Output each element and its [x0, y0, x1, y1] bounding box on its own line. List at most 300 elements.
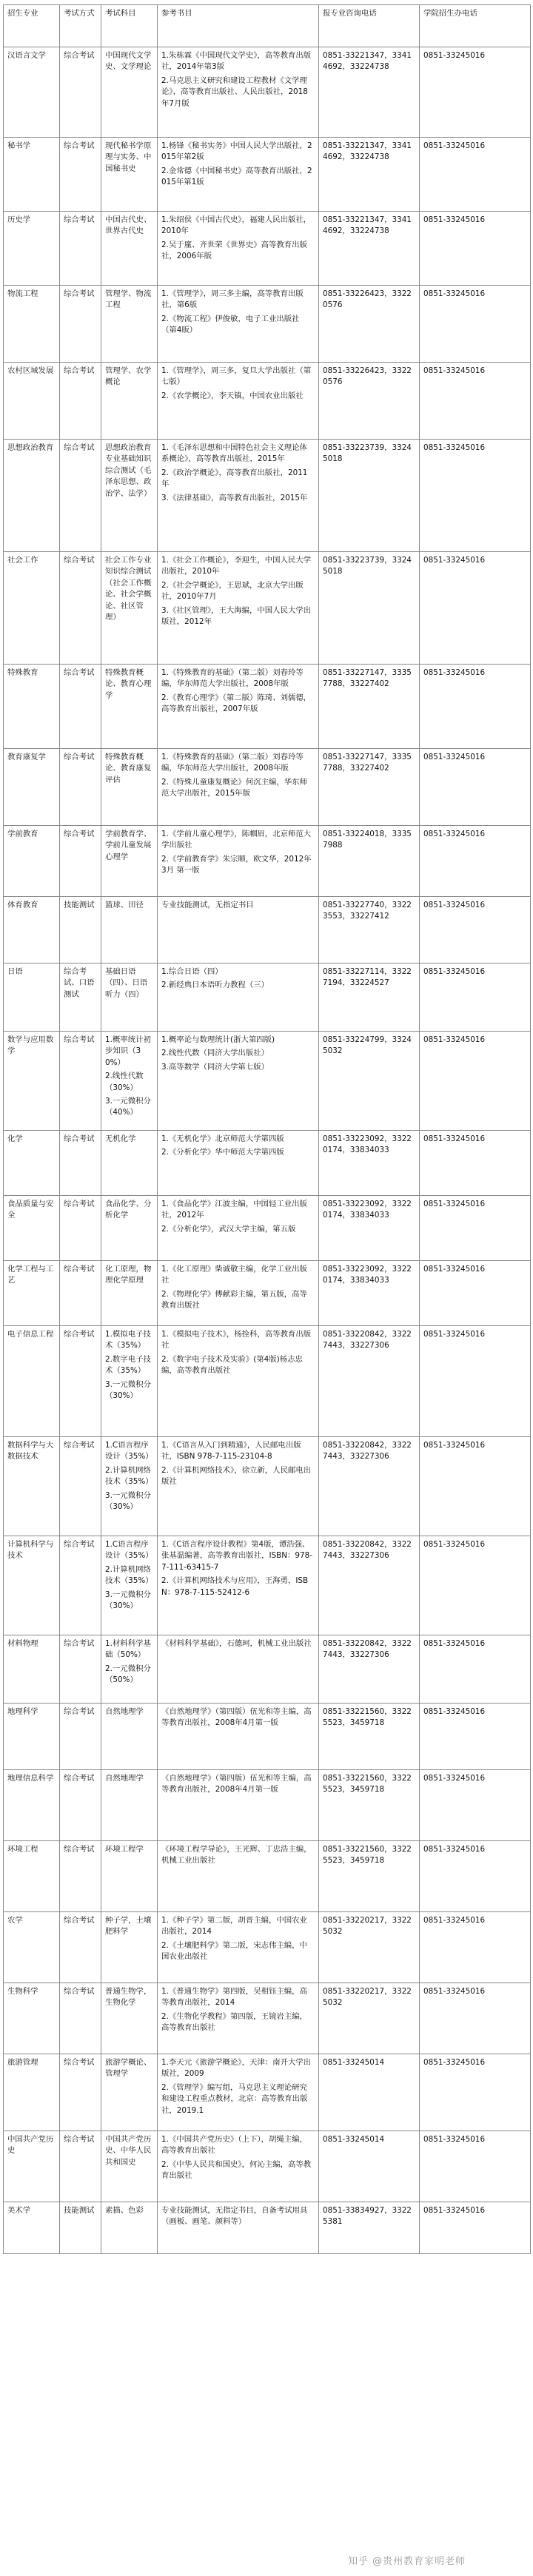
office-cell	[420, 1437, 531, 1536]
table-row	[4, 286, 531, 363]
office-cell-line: 0851-33245016	[423, 141, 486, 150]
phone-cell-line: 0851-33220842，33227443，33227306	[323, 1540, 412, 1561]
table-row	[4, 1536, 531, 1635]
office-cell	[420, 1912, 531, 1983]
table-row	[4, 1437, 531, 1536]
books-cell	[158, 138, 319, 212]
office-cell-line: 0851-33245016	[423, 1200, 486, 1208]
subject-cell	[101, 897, 158, 964]
office-cell	[420, 286, 531, 363]
major-cell: 农学	[4, 1912, 60, 1983]
table-row	[4, 897, 531, 964]
phone-cell-line: 0851-33227114，33227194，33224527	[323, 967, 412, 988]
books-cell	[158, 749, 319, 826]
office-cell-line: 0851-33245016	[423, 1639, 486, 1648]
phone-cell-line: 0851-33224799，33245032	[323, 1035, 412, 1056]
major-cell: 体育教育	[4, 897, 60, 964]
subject-cell-line: 3.一元微积分（30%）	[105, 1379, 151, 1400]
subject-cell-line: 2.计算机网络技术（35%）	[105, 1465, 153, 1487]
subject-cell-line: 现代秘书学原理与实务、中国秘书史	[105, 141, 152, 173]
subject-cell-line: 2.数字电子技术（35%）	[105, 1354, 151, 1376]
major-cell: 美术学	[4, 2202, 60, 2254]
header-exam-method: 考试方式	[60, 5, 101, 47]
subject-cell	[101, 1536, 158, 1635]
office-cell-line: 0851-33245016	[423, 366, 486, 375]
phone-cell-line: 0851-33223092，33220174，33834033	[323, 1200, 412, 1220]
books-cell-line: 2.《分析化学》华中师范大学第四版	[161, 1148, 284, 1157]
exam-method-cell: 综合考试	[60, 1261, 101, 1326]
phone-cell	[319, 2202, 420, 2254]
watermark-text: 知乎 @贵州教育家明老师	[348, 2556, 466, 2567]
phone-cell-line: 0851-33245014	[323, 2135, 385, 2144]
books-cell	[158, 47, 319, 138]
major-cell: 数学与应用数学	[4, 1032, 60, 1131]
office-cell	[420, 749, 531, 826]
major-cell: 环境工程	[4, 1841, 60, 1912]
books-cell-line: 2.《计算机网络技术》，徐立新，人民邮电出版社	[161, 1465, 312, 1487]
table-row	[4, 964, 531, 1032]
subject-cell	[101, 363, 158, 440]
subject-cell-line: 管理学、物流工程	[105, 289, 152, 310]
phone-cell-line: 0851-33220842，33227443，33227306	[323, 1330, 412, 1351]
subject-cell-line: 3.一元微积分（30%）	[105, 1590, 151, 1610]
subject-cell-line: 普通生物学，生物化学	[105, 1987, 152, 2008]
books-cell-line: 1.《管理学》，周三多，复旦大学出版社（第七版）	[161, 366, 312, 387]
books-cell-line: 专业技能测试，无指定书目	[161, 901, 254, 909]
books-cell-line: 2.《物流工程》伊俊敏，电子工业出版社（第4版）	[161, 314, 300, 335]
exam-method-cell: 综合考试	[60, 1635, 101, 1704]
office-cell-line: 0851-33245016	[423, 967, 486, 976]
major-cell: 材料物理	[4, 1635, 60, 1704]
books-cell-line: 2.《计算机网络技术与应用》，王海勇，ISBN：978-7-115-52412-6	[161, 1576, 309, 1597]
phone-cell-line: 0851-33224018，33357988	[323, 830, 412, 850]
office-cell-line: 0851-33245016	[423, 2206, 486, 2215]
office-cell	[420, 1131, 531, 1196]
table-row	[4, 138, 531, 212]
exam-method-cell: 综合考试	[60, 1841, 101, 1912]
books-cell-line: 1.朱绍侯《中国古代史》，福建人民出版社，2010年	[161, 215, 312, 236]
books-cell-line: 2.《农学概论》，李天镇，中国农业出版社	[161, 391, 304, 400]
subject-cell	[101, 1635, 158, 1704]
books-cell-line: 1.朱栋霖《中国现代文学史》，高等教育出版社，2014年第3版	[161, 51, 312, 72]
books-cell	[158, 2202, 319, 2254]
office-cell-line: 0851-33245016	[423, 289, 486, 298]
office-cell-line: 0851-33245016	[423, 1774, 486, 1783]
major-cell: 秘书学	[4, 138, 60, 212]
major-cell: 地理信息科学	[4, 1770, 60, 1841]
table-row	[4, 1983, 531, 2054]
phone-cell	[319, 1326, 420, 1437]
subject-cell-line: 3.一元微积分（30%）	[105, 1490, 151, 1511]
table-row	[4, 1704, 531, 1770]
books-cell-line: 1.《种子学》第二版，胡晋主编，中国农业出版社，2014	[161, 1916, 307, 1937]
office-cell	[420, 2202, 531, 2254]
phone-cell	[319, 552, 420, 665]
books-cell-line: 《自然地理学》（第四版）伍光和等主编，高等教育出版社，2008年4月第一版	[161, 1774, 312, 1795]
subject-cell	[101, 138, 158, 212]
books-cell-line: 2.《中华人民共和国史》，何沁主编，高等教育出版社	[161, 2159, 312, 2181]
subject-cell	[101, 1770, 158, 1841]
phone-cell	[319, 47, 420, 138]
subject-cell	[101, 1983, 158, 2054]
subject-cell-line: 篮球、田径	[105, 901, 144, 909]
books-cell-line: 2.《社会学概论》，王思斌，北京大学出版社，2010年7月	[161, 580, 304, 602]
table-row	[4, 440, 531, 552]
subject-cell-line: 社会工作专业知识综合测试（社会工作概论、社会学概论、社区管理）	[105, 556, 152, 622]
subject-cell-line: 食品化学、分析化学	[105, 1200, 152, 1220]
exam-method-cell: 综合考试	[60, 749, 101, 826]
subject-cell	[101, 964, 158, 1032]
phone-cell-line: 0851-33223739，33245018	[323, 443, 412, 464]
office-cell	[420, 47, 531, 138]
phone-cell	[319, 1032, 420, 1131]
table-header	[4, 5, 531, 47]
subject-cell	[101, 552, 158, 665]
books-cell	[158, 2054, 319, 2131]
major-cell: 生物科学	[4, 1983, 60, 2054]
office-cell-line: 0851-33245016	[423, 1441, 486, 1450]
major-cell: 地理科学	[4, 1704, 60, 1770]
books-cell-line: 2.《政治学概论》，高等教育出版社，2011年	[161, 468, 308, 489]
books-cell	[158, 1131, 319, 1196]
phone-cell	[319, 665, 420, 749]
books-cell	[158, 552, 319, 665]
books-cell-line: 2.《分析化学》，武汉大学主编，第五版	[161, 1224, 296, 1234]
office-cell-line: 0851-33245016	[423, 1707, 486, 1716]
major-cell: 汉语言文学	[4, 47, 60, 138]
subject-cell	[101, 1261, 158, 1326]
subject-cell	[101, 286, 158, 363]
office-cell-line: 0851-33245016	[423, 1916, 486, 1925]
phone-cell	[319, 1770, 420, 1841]
subject-cell-line: 2.线性代数（30%）	[105, 1072, 144, 1092]
books-cell	[158, 964, 319, 1032]
books-cell-line: 2.线性代数（同济大学出版社）	[161, 1049, 269, 1058]
table-row	[4, 1635, 531, 1704]
books-cell-line: 2.《生物化学教程》第四版，王镜岩主编，高等教育出版社	[161, 2011, 307, 2033]
phone-cell	[319, 826, 420, 897]
admission-table	[3, 4, 531, 2254]
phone-cell-line: 0851-33221560，33225523，3459718	[323, 1845, 412, 1866]
subject-cell-line: 中国共产党历史、中华人民共和国史	[105, 2135, 152, 2167]
header-major-phone: 报专业咨询电话	[319, 5, 420, 47]
major-cell: 数据科学与大数据技术	[4, 1437, 60, 1536]
books-cell-line: 1.《食品化学》江波主编，中国轻工业出版社，2012年	[161, 1200, 307, 1220]
major-cell: 旅游管理	[4, 2054, 60, 2131]
books-cell-line: 1.概率论与数理统计(浙大第四版)	[161, 1035, 275, 1044]
subject-cell-line: 素描、色彩	[105, 2206, 144, 2215]
phone-cell-line: 0851-33220842，33227443，33227306	[323, 1441, 412, 1462]
table-row	[4, 749, 531, 826]
subject-cell	[101, 212, 158, 286]
subject-cell	[101, 665, 158, 749]
exam-method-cell: 综合考试	[60, 47, 101, 138]
books-cell	[158, 1326, 319, 1437]
books-cell	[158, 1196, 319, 1261]
subject-cell-line: 中国古代史、世界古代史	[105, 215, 152, 236]
subject-cell-line: 旅游学概论、管理学	[105, 2058, 152, 2079]
table-row	[4, 826, 531, 897]
exam-method-cell: 综合考试、口语测试	[60, 964, 101, 1032]
subject-cell-line: 种子学，土壤肥料学	[105, 1916, 152, 1937]
books-cell	[158, 363, 319, 440]
office-cell	[420, 552, 531, 665]
phone-cell-line: 0851-33220842，33227443，33227306	[323, 1639, 412, 1660]
header-exam-subjects: 考试科目	[101, 5, 158, 47]
phone-cell-line: 0851-33227147，33357788，33227402	[323, 753, 412, 773]
books-cell-line: 1.杨锋《秘书实务》中国人民大学出版社，2015年第2版	[161, 141, 312, 162]
office-cell	[420, 1032, 531, 1131]
subject-cell	[101, 826, 158, 897]
table-row	[4, 1131, 531, 1196]
office-cell	[420, 897, 531, 964]
phone-cell	[319, 964, 420, 1032]
office-cell	[420, 826, 531, 897]
books-cell-line: 1.李天元《旅游学概论》，天津：南开大学出版社，2009	[161, 2058, 312, 2079]
office-cell	[420, 964, 531, 1032]
office-cell-line: 0851-33245016	[423, 1987, 486, 1996]
phone-cell-line: 0851-33834927，33225381	[323, 2206, 412, 2227]
phone-cell	[319, 1635, 420, 1704]
subject-cell-line: 自然地理学	[105, 1707, 144, 1716]
exam-method-cell: 综合考试	[60, 1032, 101, 1131]
subject-cell-line: 3.一元微积分（40%）	[105, 1096, 151, 1117]
books-cell	[158, 440, 319, 552]
major-cell: 化学	[4, 1131, 60, 1196]
major-cell: 社会工作	[4, 552, 60, 665]
books-cell	[158, 1032, 319, 1131]
phone-cell	[319, 286, 420, 363]
exam-method-cell: 综合考试	[60, 1131, 101, 1196]
table-row	[4, 2202, 531, 2254]
books-cell	[158, 1983, 319, 2054]
phone-cell-line: 0851-33221560，33225523，3459718	[323, 1774, 412, 1795]
books-cell-line: 专业技能测试，无指定书目，自备考试用具（画板、画笔、颜料等）	[161, 2206, 308, 2227]
books-cell	[158, 1635, 319, 1704]
phone-cell-line: 0851-33221347，33414692，33224738	[323, 51, 412, 72]
major-cell: 化学工程与工艺	[4, 1261, 60, 1326]
books-cell-line: 2.新经典日本语听力教程（三）	[161, 981, 269, 990]
phone-cell	[319, 2131, 420, 2202]
major-cell: 食品质量与安全	[4, 1196, 60, 1261]
books-cell-line: 2.金常德《中国秘书史》高等教育出版社，2015年第1版	[161, 166, 312, 187]
subject-cell	[101, 2131, 158, 2202]
books-cell-line: 《自然地理学》（第四版）伍光和等主编，高等教育出版社，2008年4月第一版	[161, 1707, 312, 1728]
books-cell-line: 3.《社区管理》，王大海编，中国人民大学出版社，2012年	[161, 605, 312, 626]
office-cell-line: 0851-33245016	[423, 1540, 486, 1549]
office-cell	[420, 1770, 531, 1841]
phone-cell	[319, 749, 420, 826]
office-cell-line: 0851-33245016	[423, 1330, 486, 1339]
subject-cell-line: 2.计算机网络技术（35%）	[105, 1564, 153, 1586]
office-cell-line: 0851-33245016	[423, 1035, 486, 1044]
major-cell: 日语	[4, 964, 60, 1032]
table-row	[4, 1196, 531, 1261]
subject-cell	[101, 749, 158, 826]
header-reference-books: 参考书目	[158, 5, 319, 47]
subject-cell-line: 管理学、农学概论	[105, 366, 152, 387]
subject-cell	[101, 2054, 158, 2131]
exam-method-cell: 综合考试	[60, 212, 101, 286]
office-cell	[420, 363, 531, 440]
major-cell: 思想政治教育	[4, 440, 60, 552]
subject-cell-line: 学前教育学、学前儿童发展心理学	[105, 830, 152, 861]
table-row	[4, 1261, 531, 1326]
office-cell	[420, 1841, 531, 1912]
subject-cell-line: 2.一元微积分（50%）	[105, 1664, 151, 1685]
subject-cell-line: 基础日语（四）、日语听力（四）	[105, 967, 148, 999]
office-cell-line: 0851-33245016	[423, 1845, 486, 1854]
subject-cell-line: 1.概率统计初步知识（30%）	[105, 1035, 151, 1067]
phone-cell	[319, 1196, 420, 1261]
phone-cell	[319, 897, 420, 964]
exam-method-cell: 综合考试	[60, 1704, 101, 1770]
books-cell-line: 1.《中国共产党历史》（上下），胡绳主编，高等教育出版社	[161, 2135, 307, 2156]
subject-cell-line: 思想政治教育专业基础知识综合测试（毛泽东思想、政治学、法学）	[105, 443, 152, 498]
phone-cell-line: 0851-33221560，33225523，3459718	[323, 1707, 412, 1728]
subject-cell-line: 1.模拟电子技术（35%）	[105, 1330, 151, 1351]
office-cell	[420, 1704, 531, 1770]
books-cell	[158, 826, 319, 897]
subject-cell	[101, 1704, 158, 1770]
books-cell	[158, 1437, 319, 1536]
office-cell-line: 0851-33245016	[423, 901, 486, 909]
office-cell-line: 0851-33245016	[423, 1265, 486, 1274]
table-row	[4, 212, 531, 286]
phone-cell	[319, 1912, 420, 1983]
exam-method-cell: 综合考试	[60, 1536, 101, 1635]
office-cell-line: 0851-33245016	[423, 2058, 486, 2067]
phone-cell-line: 0851-33245014	[323, 2058, 385, 2067]
phone-cell-line: 0851-33223092，33220174，33834033	[323, 1265, 412, 1285]
subject-cell	[101, 1841, 158, 1912]
books-cell-line: 1.《特殊教育的基础》（第二版）刘春玲等编，华东师范大学出版社，2008年版	[161, 753, 304, 773]
subject-cell-line: 中国现代文学史、文学理论	[105, 51, 152, 72]
books-cell-line: 1.《无机化学》北京师范大学第四版	[161, 1134, 284, 1143]
books-cell-line: 1.《毛泽东思想和中国特色社会主义理论体系概论》，高等教育出版社，2015年	[161, 443, 307, 464]
exam-method-cell: 综合考试	[60, 665, 101, 749]
subject-cell	[101, 1196, 158, 1261]
phone-cell	[319, 363, 420, 440]
books-cell	[158, 1536, 319, 1635]
exam-method-cell: 综合考试	[60, 2131, 101, 2202]
books-cell-line: 1.《C语言程序设计教程》第4版，谭浩强、张基温编著，高等教育出版社，ISBN：978-7-111-63415-7	[161, 1540, 313, 1572]
major-cell: 历史学	[4, 212, 60, 286]
table-row	[4, 1841, 531, 1912]
subject-cell	[101, 2202, 158, 2254]
exam-method-cell: 综合考试	[60, 826, 101, 897]
exam-method-cell: 综合考试	[60, 1196, 101, 1261]
table-row	[4, 47, 531, 138]
books-cell-line: 2.《教育心理学》（第二版）陈琦、刘儒德，高等教育出版社，2007年版	[161, 693, 312, 714]
office-cell-line: 0851-33245016	[423, 2135, 486, 2144]
books-cell-line: 1.《特殊教育的基础》（第二版）刘春玲等编，华东师范大学出版社，2008年版	[161, 668, 304, 689]
subject-cell	[101, 1032, 158, 1131]
books-cell-line: 1.《管理学》，周三多主编，高等教育出版社，第6版	[161, 289, 304, 310]
office-cell	[420, 2131, 531, 2202]
books-cell-line: 1.《化工原理》柴诚敬主编，化学工业出版社	[161, 1265, 307, 1285]
exam-method-cell: 综合考试	[60, 552, 101, 665]
header-office-phone: 学院招生办电话	[420, 5, 531, 47]
subject-cell-line: 1.材料科学基础（50%）	[105, 1639, 151, 1660]
subject-cell	[101, 440, 158, 552]
subject-cell	[101, 1131, 158, 1196]
books-cell-line: 1.《普通生物学》第四版，吴相钰主编，高等教育出版社，2014	[161, 1987, 307, 2008]
subject-cell-line: 无机化学	[105, 1134, 136, 1143]
phone-cell-line: 0851-33220217，33225032	[323, 1987, 412, 2008]
office-cell	[420, 1983, 531, 2054]
exam-method-cell: 技能测试	[60, 897, 101, 964]
books-cell	[158, 2131, 319, 2202]
phone-cell	[319, 1841, 420, 1912]
office-cell	[420, 1196, 531, 1261]
table-row	[4, 363, 531, 440]
office-cell	[420, 212, 531, 286]
major-cell: 特殊教育	[4, 665, 60, 749]
exam-method-cell: 技能测试	[60, 2202, 101, 2254]
subject-cell-line: 1.C语言程序设计（35%）	[105, 1540, 153, 1561]
subject-cell	[101, 1326, 158, 1437]
subject-cell	[101, 1437, 158, 1536]
subject-cell	[101, 47, 158, 138]
office-cell	[420, 138, 531, 212]
office-cell	[420, 1326, 531, 1437]
major-cell: 物流工程	[4, 286, 60, 363]
books-cell-line: 1.综合日语（四）	[161, 967, 223, 976]
phone-cell	[319, 212, 420, 286]
exam-method-cell: 综合考试	[60, 1912, 101, 1983]
phone-cell-line: 0851-33221347，33414692，33224738	[323, 215, 412, 236]
office-cell	[420, 2054, 531, 2131]
table-row	[4, 1912, 531, 1983]
major-cell: 学前教育	[4, 826, 60, 897]
office-cell	[420, 1536, 531, 1635]
document-page	[3, 4, 530, 2254]
books-cell	[158, 1261, 319, 1326]
subject-cell-line: 环境工程学	[105, 1845, 144, 1854]
office-cell-line: 0851-33245016	[423, 1134, 486, 1143]
books-cell-line: 2.《特殊儿童康复概论》何沉主编，华东师范大学出版社，2015年版	[161, 777, 307, 798]
phone-cell-line: 0851-33227740，33223553，33227412	[323, 901, 412, 921]
books-cell-line: 2.《管理学》编写组，马克思主义理论研究和建设工程重点教材，北京：高等教育出版社，2019.1	[161, 2082, 308, 2115]
table-row	[4, 1326, 531, 1437]
phone-cell-line: 0851-33223092，33220174，33834033	[323, 1134, 412, 1155]
office-cell	[420, 665, 531, 749]
table-body	[4, 47, 531, 2254]
books-cell	[158, 1770, 319, 1841]
phone-cell-line: 0851-33227147，33357788，33227402	[323, 668, 412, 689]
table-row	[4, 1770, 531, 1841]
books-cell	[158, 897, 319, 964]
books-cell-line: 《材料科学基础》，石德珂，机械工业出版社	[161, 1639, 312, 1648]
phone-cell	[319, 440, 420, 552]
books-cell-line: 2.吴于廑、齐世荣《世界史》高等教育出版社，2006年版	[161, 240, 307, 261]
exam-method-cell: 综合考试	[60, 440, 101, 552]
major-cell: 教育康复学	[4, 749, 60, 826]
exam-method-cell: 综合考试	[60, 138, 101, 212]
subject-cell-line: 1.C语言程序设计（35%）	[105, 1441, 153, 1462]
exam-method-cell: 综合考试	[60, 1770, 101, 1841]
phone-cell-line: 0851-33221347，33414692，33224738	[323, 141, 412, 162]
table-row	[4, 2131, 531, 2202]
exam-method-cell: 综合考试	[60, 1983, 101, 2054]
books-cell	[158, 212, 319, 286]
books-cell-line: 3.高等数学（同济大学第七版）	[161, 1062, 269, 1072]
major-cell: 计算机科学与技术	[4, 1536, 60, 1635]
phone-cell	[319, 1131, 420, 1196]
subject-cell	[101, 1912, 158, 1983]
books-cell	[158, 1704, 319, 1770]
